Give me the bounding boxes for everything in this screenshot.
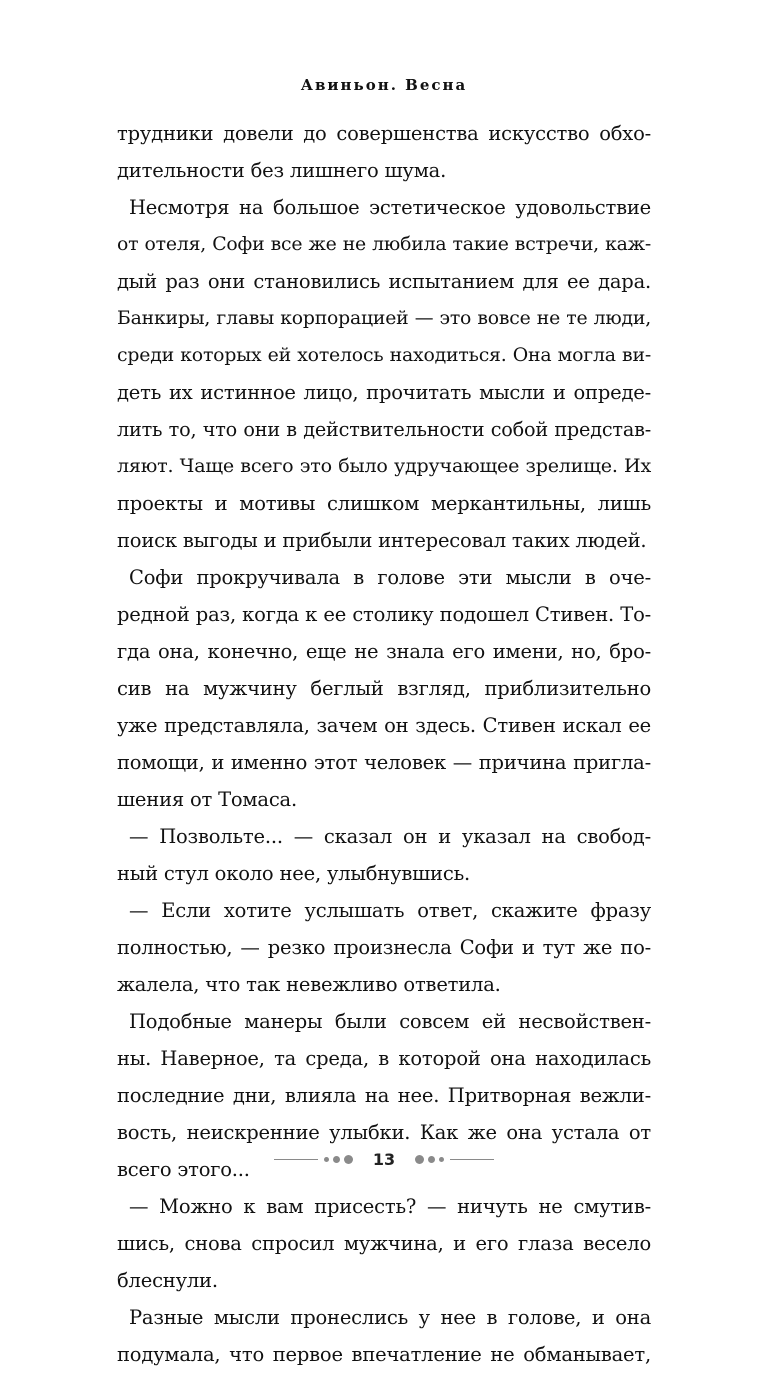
text-line: помощи, и именно этот человек — причина пригла- [117,751,651,774]
ornament-dot [415,1155,424,1164]
text-line: лить то, что они в действительности собой представ- [117,418,651,441]
text-line: проекты и мотивы слишком меркантильны, лишь [117,492,651,515]
text-line: Подобные манеры были совсем ей несвойствен- [129,1010,651,1033]
text-line: блеснули. [117,1269,218,1292]
text-line: Несмотря на большое эстетическое удовольствие [129,196,651,219]
text-line: полностью, — резко произнесла Софи и тут же по- [117,936,651,959]
body-text [117,115,651,1373]
left-rule [274,1159,318,1160]
ornament-dot [428,1156,435,1163]
text-line: Разные мысли пронеслись у нее в голове, и она [129,1306,651,1329]
text-line: среди которых ей хотелось находиться. Она могла ви- [117,344,651,366]
text-line: Банкиры, главы корпорацией — это вовсе не те люди, [117,308,651,329]
text-line: шись, снова спросил мужчина, и его глаза весело [117,1232,651,1255]
text-line: уже представляла, зачем он здесь. Стивен искал ее [117,714,651,737]
right-ornament-dots [415,1155,444,1164]
right-rule [450,1159,494,1160]
text-line: Софи прокручивала в голове эти мысли в оче- [129,566,651,589]
text-line: сив на мужчину беглый взгляд, приблизительно [117,677,651,700]
text-line: редной раз, когда к ее столику подошел Стивен. То- [117,603,651,626]
text-line: ляют. Чаще всего это было удручающее зрелище. Их [117,455,651,477]
text-line: ный стул около нее, улыбнувшись. [117,862,470,885]
text-line: деть их истинное лицо, прочитать мысли и опреде- [117,381,651,404]
page-number: 13 [372,1149,396,1169]
text-line: шения от Томаса. [117,788,297,811]
text-line: поиск выгоды и прибыли интересовал таких людей. [117,529,647,552]
running-title: Авиньон. Весна [300,76,468,94]
page-footer [0,1147,768,1171]
ornament-dot [439,1157,444,1162]
text-line: гда она, конечно, еще не знала его имени, но, бро- [117,640,651,663]
text-line: подумала, что первое впечатление не обманывает, [117,1343,651,1366]
text-line: — Можно к вам присесть? — ничуть не смутив- [129,1195,651,1218]
left-ornament-dots [324,1155,353,1164]
text-line: дый раз они становились испытанием для ее дара. [117,270,651,293]
text-line: от отеля, Софи все же не любила такие встречи, каж- [117,234,651,255]
text-line: — Если хотите услышать ответ, скажите фразу [129,899,651,922]
text-line: вость, неискренние улыбки. Как же она устала от [117,1121,651,1144]
text-line: ны. Наверное, та среда, в которой она находилась [117,1047,651,1070]
text-line: жалела, что так невежливо ответила. [117,973,501,996]
text-line: дительности без лишнего шума. [117,159,447,182]
ornament-dot [324,1157,329,1162]
text-line: всего этого... [117,1158,250,1181]
text-line: — Позвольте... — сказал он и указал на свобод- [129,825,651,848]
ornament-dot [344,1155,353,1164]
text-line: последние дни, влияла на нее. Притворная вежли- [117,1084,651,1107]
ornament-dot [333,1156,340,1163]
text-line: трудники довели до совершенства искусство обхо- [117,122,651,145]
